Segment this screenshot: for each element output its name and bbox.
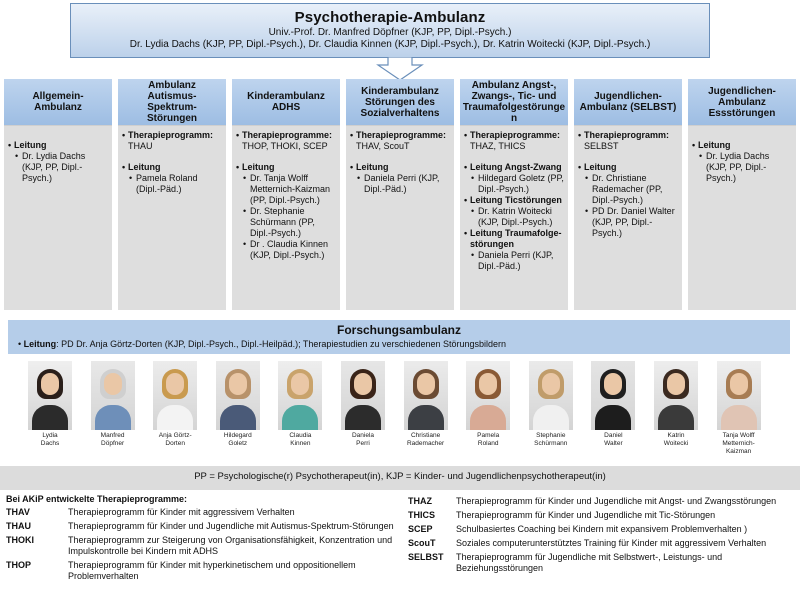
ambulance-title: Ambulanz Angst-, Zwangs-, Tic- und Traumafolgestörunge n — [460, 79, 568, 125]
program-entry — [408, 496, 798, 507]
portrait-icon — [341, 361, 385, 430]
detail-heading: • Leitung Angst-Zwang — [464, 162, 564, 173]
detail-heading: • Leitung — [578, 162, 678, 173]
person-entry: • Dr . Claudia Kinnen (KJP, Dipl.-Psych.) — [236, 239, 336, 261]
programs-right — [408, 496, 798, 577]
program-description: Therapieprogramm für Kinder und Jugendliche mit Tic-Störungen — [456, 510, 716, 520]
person-entry: • Hildegard Goletz (PP, Dipl.-Psych.) — [464, 173, 564, 195]
program-entry — [6, 560, 402, 582]
ambulance-details — [232, 125, 340, 310]
program-description: Schulbasiertes Coaching bei Kindern mit expansivem Problemverhalten ) — [456, 524, 748, 534]
person-entry: • Dr. Lydia Dachs (KJP, PP, Dipl.-Psych.) — [692, 151, 792, 184]
detail-heading: • Leitung — [236, 162, 336, 173]
programs-heading: Bei AKiP entwickelte Therapieprogramme: — [6, 494, 188, 504]
program-entry — [6, 535, 402, 557]
program-description: Therapieprogramm für Kinder und Jugendliche mit Angst- und Zwangsstörungen — [456, 496, 777, 506]
detail-heading: • Leitung Ticstörungen — [464, 195, 564, 206]
staff-photo — [654, 361, 698, 430]
detail-heading: • Leitung Traumafolge-störungen — [464, 228, 564, 250]
forschung-title: Forschungsambulanz — [336, 323, 461, 337]
detail-heading: • Leitung — [122, 162, 222, 173]
staff-name: Daniel Walter — [604, 432, 623, 447]
portrait-icon — [466, 361, 510, 430]
header-box — [70, 3, 710, 58]
program-list: THOP, THOKI, SCEP — [242, 141, 328, 151]
forschung-lead: • Leitung: PD Dr. Anja Görtz-Dorten (KJP, Dipl.-Psych., Dipl.-Heilpäd.); Therapiestudien zu verschiedenen Störungsbildern — [18, 339, 507, 349]
ambulance-details — [118, 125, 226, 310]
staff-name: Lydia Dachs — [40, 432, 60, 447]
page-title: Psychotherapie-Ambulanz — [294, 9, 486, 26]
staff-name: Manfred Döpfner — [100, 432, 125, 447]
staff-photo — [278, 361, 322, 430]
program-abbreviation: THAV — [6, 507, 30, 517]
program-entry — [408, 538, 798, 549]
staff-name: Claudia Kinnen — [289, 432, 312, 447]
ambulance-column — [574, 79, 682, 310]
staff-photo — [591, 361, 635, 430]
program-abbreviation: THOKI — [6, 535, 34, 545]
portrait-icon — [278, 361, 322, 430]
ambulance-title: Allgemein- Ambulanz — [4, 79, 112, 125]
staff-photo — [466, 361, 510, 430]
person-entry: • Daniela Perri (KJP, Dipl.-Päd.) — [464, 250, 564, 272]
forschung-lead-label: Leitung — [23, 339, 57, 349]
person-entry: • Dr. Lydia Dachs (KJP, PP, Dipl.-Psych.) — [8, 151, 108, 184]
header-staff-line: Dr. Lydia Dachs (KJP, PP, Dipl.-Psych.), Dr. Claudia Kinnen (KJP, Dipl.-Psych.), Dr. Katrin Woitecki (KJP, Dipl.-Psych.) — [129, 39, 651, 50]
person-entry: • Dr. Tanja Wolff Metternich-Kaizman (PP, Dipl.-Psych.) — [236, 173, 336, 206]
program-list: SELBST — [584, 141, 619, 151]
ambulance-details — [4, 125, 112, 310]
staff-photo — [91, 361, 135, 430]
staff-name: Anja Görtz- Dorten — [158, 432, 192, 447]
person-entry: • Dr. Katrin Woitecki (KJP, Dipl.-Psych.) — [464, 206, 564, 228]
ambulance-title: Kinderambulanz ADHS — [232, 79, 340, 125]
down-arrow-icon — [376, 57, 424, 81]
staff-name: Pamela Roland — [477, 432, 500, 447]
ambulance-column — [4, 79, 112, 310]
ambulance-column — [688, 79, 796, 310]
person-entry: • Daniela Perri (KJP, Dipl.-Päd.) — [350, 173, 450, 195]
spacer — [236, 152, 336, 162]
program-description: Therapieprogramm für Jugendliche mit Selbstwert-, Leistungs- und Beziehungsstörungen — [456, 552, 723, 573]
staff-photo — [28, 361, 72, 430]
person-entry: • Dr. Christiane Rademacher (PP, Dipl.-Psych.) — [578, 173, 678, 206]
spacer — [122, 152, 222, 162]
program-description: Therapieprogramm für Kinder mit hyperkinetischem und oppositionellem Problemverhalten — [68, 560, 356, 581]
program-description: Therapieprogramm für Kinder und Jugendliche mit Autismus-Spektrum-Störungen — [68, 521, 394, 531]
portrait-icon — [717, 361, 761, 430]
portrait-icon — [28, 361, 72, 430]
program-entry — [408, 524, 798, 535]
program-entry — [6, 507, 402, 518]
program-description: Therapieprogramm für Kinder mit aggressivem Verhalten — [68, 507, 295, 517]
ambulance-title: Jugendlichen- Ambulanz Essstörungen — [688, 79, 796, 125]
staff-photo — [529, 361, 573, 430]
portrait-icon — [216, 361, 260, 430]
ambulance-column — [460, 79, 568, 310]
program-description: Therapieprogramm zur Steigerung von Organisationsfähigkeit, Konzentration und Impulskontrolle bei Kindern mit ADHS — [68, 535, 393, 556]
ambulance-details — [574, 125, 682, 310]
spacer — [692, 130, 792, 140]
detail-heading: • Leitung — [8, 140, 108, 151]
staff-photo — [216, 361, 260, 430]
program-description: Soziales computerunterstütztes Training für Kinder mit aggressivem Verhalten — [456, 538, 767, 548]
program-abbreviation: ScouT — [408, 538, 436, 548]
detail-heading: • Leitung — [350, 162, 450, 173]
staff-photo — [341, 361, 385, 430]
program-list: THAZ, THICS — [470, 141, 526, 151]
header-director-line: Univ.-Prof. Dr. Manfred Döpfner (KJP, PP, Dipl.-Psych.) — [268, 27, 512, 38]
ambulance-title: Ambulanz Autismus- Spektrum- Störungen — [118, 79, 226, 125]
staff-name: Daniela Perri — [351, 432, 375, 447]
detail-heading: • Therapieprogramme: — [236, 130, 336, 141]
program-entry — [408, 552, 798, 574]
ambulance-column — [346, 79, 454, 310]
staff-photo — [153, 361, 197, 430]
program-abbreviation: THOP — [6, 560, 32, 570]
program-abbreviation: THICS — [408, 510, 435, 520]
person-entry: • Dr. Stephanie Schürmann (PP, Dipl.-Psych.) — [236, 206, 336, 239]
spacer — [578, 152, 678, 162]
program-list: THAV, ScouT — [356, 141, 410, 151]
portrait-icon — [591, 361, 635, 430]
ambulance-title: Kinderambulanz Störungen des Sozialverhaltens — [346, 79, 454, 125]
detail-heading: • Leitung — [692, 140, 792, 151]
programs-left — [6, 494, 402, 585]
detail-heading: • Therapieprogramm: — [578, 130, 678, 141]
ambulance-details — [346, 125, 454, 310]
spacer — [350, 152, 450, 162]
ambulance-details — [688, 125, 796, 310]
program-abbreviation: SCEP — [408, 524, 433, 534]
ambulance-title: Jugendlichen- Ambulanz (SELBST) — [574, 79, 682, 125]
staff-photo — [404, 361, 448, 430]
portrait-icon — [404, 361, 448, 430]
spacer — [464, 152, 564, 162]
spacer — [8, 130, 108, 140]
staff-name: Christiane Rademacher — [406, 432, 445, 447]
program-entry — [6, 521, 402, 532]
detail-heading: • Therapieprogramme: — [464, 130, 564, 141]
program-abbreviation: SELBST — [408, 552, 444, 562]
portrait-icon — [91, 361, 135, 430]
portrait-icon — [529, 361, 573, 430]
forschungsambulanz-box — [8, 320, 790, 354]
forschung-lead-text: : PD Dr. Anja Görtz-Dorten (KJP, Dipl.-Psych., Dipl.-Heilpäd.); Therapiestudien zu verschiedenen Störungsbildern — [56, 339, 507, 349]
program-abbreviation: THAZ — [408, 496, 432, 506]
program-list: THAU — [128, 141, 153, 151]
ambulance-details — [460, 125, 568, 310]
detail-heading: • Therapieprogramme: — [350, 130, 450, 141]
staff-name: Stephanie Schürmann — [534, 432, 568, 447]
staff-name: Hildegard Goletz — [223, 432, 252, 447]
detail-heading: • Therapieprogramm: — [122, 130, 222, 141]
portrait-icon — [654, 361, 698, 430]
ambulance-column — [232, 79, 340, 310]
person-entry: • PD Dr. Daniel Walter (KJP, PP, Dipl.-Psych.) — [578, 206, 678, 239]
staff-photo — [717, 361, 761, 430]
staff-name: Katrin Woitecki — [663, 432, 689, 447]
person-entry: • Pamela Roland (Dipl.-Päd.) — [122, 173, 222, 195]
abbreviation-legend: PP = Psychologische(r) Psychotherapeut(in), KJP = Kinder- und Jugendlichenpsychotherapeut(in) — [0, 466, 800, 490]
portrait-icon — [153, 361, 197, 430]
program-abbreviation: THAU — [6, 521, 31, 531]
ambulance-column — [118, 79, 226, 310]
program-entry — [408, 510, 798, 521]
staff-name: Tanja Wolff Metternich- Kaizman — [722, 432, 755, 455]
